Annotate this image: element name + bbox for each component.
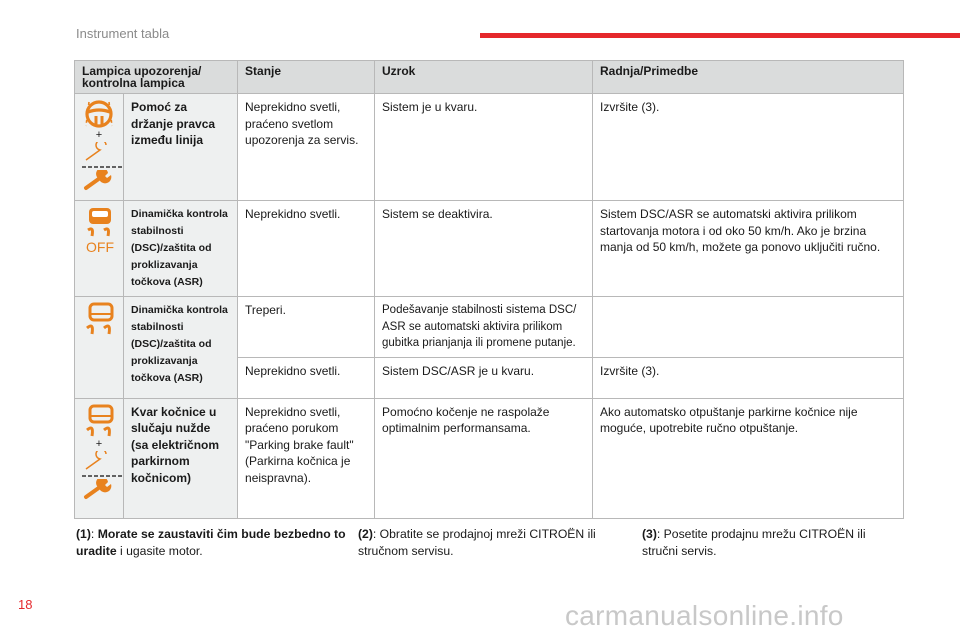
table-row [75, 94, 904, 201]
footnote-2 [358, 526, 623, 560]
dsc-icon [82, 302, 120, 336]
state-cell: Neprekidno svetli, praćeno svetlom upozorenja za servis. [238, 94, 375, 201]
table-row [75, 297, 904, 358]
cause-cell: Pomoćno kočenje ne raspolaže optimalnim performansama. [375, 398, 593, 518]
cause-cell: Sistem se deaktivira. [375, 201, 593, 297]
state-cell: Neprekidno svetli. [238, 201, 375, 297]
footnote-1-text: i ugasite motor. [116, 544, 203, 558]
lamp-name: Kvar kočnice u slučaju nužde (sa električnom parkirnom kočnicom) [124, 398, 238, 518]
svg-text:OFF: OFF [86, 239, 114, 254]
footnote-1: (1): Morate se zaustaviti čim bude bezbedno to uradite i ugasite motor. [76, 527, 346, 558]
plus-sign: + [95, 437, 103, 450]
state-cell: Treperi. [238, 297, 375, 358]
action-cell: Sistem DSC/ASR se automatski aktivira prilikom startovanja motora i od oko 50 km/h. Ako je brzina manja od 50 km/h, možete ga ponovo uključiti ručno. [593, 201, 904, 297]
cause-cell: Sistem je u kvaru. [375, 94, 593, 201]
col-header-state: Stanje [238, 61, 375, 94]
col-header-lamp: Lampica upozorenja/ kontrolna lampica [75, 61, 238, 94]
action-cell: Izvršite (3). [593, 94, 904, 201]
footnote-3-text: : Posetite prodajnu mrežu CITROËN ili stručni servis. [642, 527, 866, 558]
lamp-icon-cell [75, 398, 124, 518]
cause-cell: Podešavanje stabilnosti sistema DSC/ ASR se automatski aktivira prilikom gubitka prianjanja ili promene putanje. [375, 297, 593, 358]
section-title: Instrument tabla [76, 26, 170, 41]
footnote-3 [642, 526, 902, 560]
footnote-3-number: (3) [642, 527, 657, 541]
header-accent-bar [480, 33, 960, 38]
table-row [75, 201, 904, 297]
lamp-icon-cell [75, 297, 124, 399]
lamp-name: Dinamička kontrola stabilnosti (DSC)/zaštita od proklizavanja točkova (ASR) [124, 297, 238, 399]
dsc-icon [82, 404, 120, 438]
action-cell [593, 297, 904, 358]
footnote-2-number: (2) [358, 527, 373, 541]
footnote-2-text: : Obratite se prodajnoj mreži CITROËN ili stručnom servisu. [358, 527, 596, 558]
service-wrench-icon [82, 451, 116, 473]
service-wrench-icon [82, 142, 116, 164]
action-cell: Izvršite (3). [593, 357, 904, 398]
lamp-name: Dinamička kontrola stabilnosti (DSC)/zaštita od proklizavanja točkova (ASR) [124, 201, 238, 297]
watermark: carmanualsonline.info [565, 600, 844, 631]
table-header-row [75, 61, 904, 94]
footnote-1-number: (1) [76, 527, 91, 541]
warning-lamps-table [74, 60, 904, 519]
state-cell: Neprekidno svetli, praćeno porukom "Parking brake fault" (Parkirna kočnica je neispravna). [238, 398, 375, 518]
plus-sign: + [95, 129, 103, 141]
lamp-name: Pomoć za držanje pravca između linija [124, 94, 238, 201]
lamp-icon-cell [75, 201, 124, 297]
col-header-cause: Uzrok [375, 61, 593, 94]
lamp-icon-cell [75, 94, 124, 201]
service-wrench-icon [82, 170, 116, 192]
service-wrench-icon [82, 479, 116, 501]
col-header-action: Radnja/Primedbe [593, 61, 904, 94]
dsc-off-icon [82, 206, 118, 254]
steering-wheel-icon [82, 99, 116, 129]
cause-cell: Sistem DSC/ASR je u kvaru. [375, 357, 593, 398]
table-row [75, 398, 904, 518]
state-cell: Neprekidno svetli. [238, 357, 375, 398]
footnote-1-bold: Morate se zaustaviti čim bude bezbedno to uradite [76, 527, 346, 558]
page-number: 18 [18, 597, 33, 612]
action-cell: Ako automatsko otpuštanje parkirne kočnice nije moguće, upotrebite ručno otpuštanje. [593, 398, 904, 518]
